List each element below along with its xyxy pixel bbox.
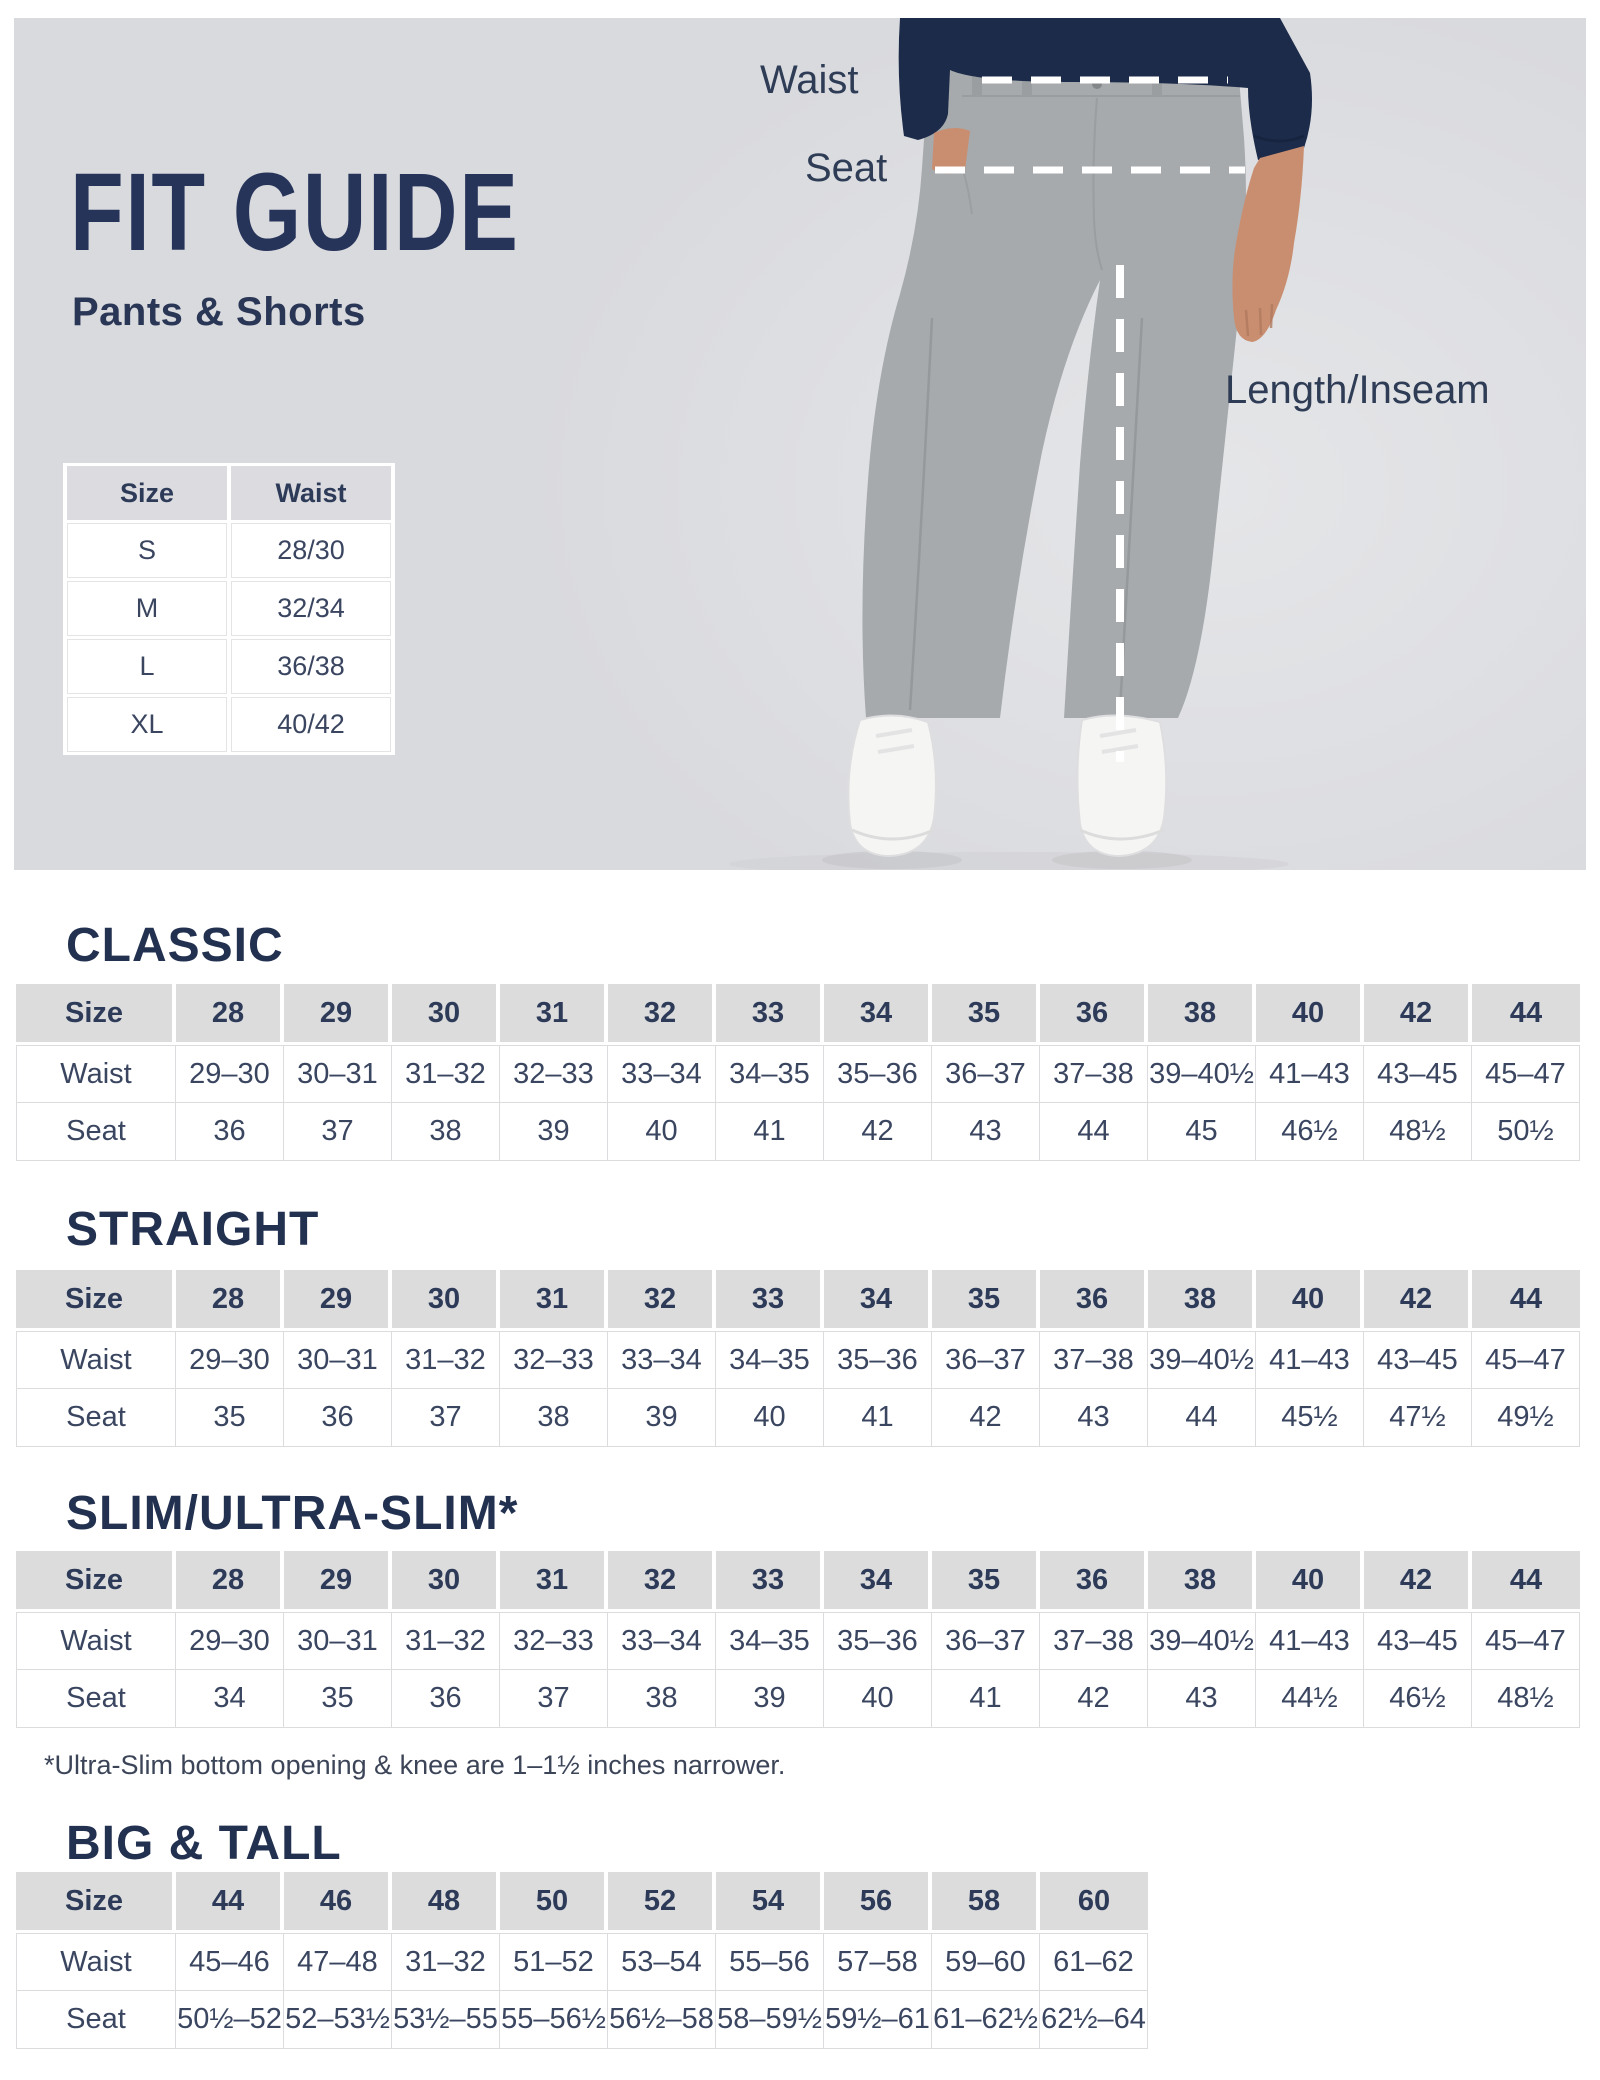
seat-cell: 45½	[1256, 1389, 1364, 1447]
seat-cell: 61–62½	[932, 1991, 1040, 2049]
row-label-cell: Size	[16, 1270, 176, 1328]
size-header-cell: 46	[284, 1872, 392, 1930]
row-label-cell: Seat	[16, 1991, 176, 2049]
size-header-cell: 60	[1040, 1872, 1148, 1930]
seat-cell: 41	[824, 1389, 932, 1447]
size-header-cell: 38	[1148, 1270, 1256, 1328]
section-heading-big-tall: BIG & TALL	[66, 1817, 342, 1870]
seat-cell: 38	[608, 1670, 716, 1728]
waist-cell: 32–33	[500, 1331, 608, 1389]
size-header-cell: 30	[392, 1270, 500, 1328]
size-header-cell: 28	[176, 1270, 284, 1328]
seat-cell: 42	[932, 1389, 1040, 1447]
seat-cell: 37	[500, 1670, 608, 1728]
mini-waist-cell: 40/42	[231, 697, 391, 752]
waist-cell: 37–38	[1040, 1612, 1148, 1670]
seat-cell: 48½	[1472, 1670, 1580, 1728]
seat-cell: 39	[500, 1103, 608, 1161]
row-label-cell: Waist	[16, 1612, 176, 1670]
seat-cell: 43	[932, 1103, 1040, 1161]
mini-size-cell: L	[67, 639, 227, 694]
size-header-cell: 36	[1040, 1551, 1148, 1609]
section-heading-classic: CLASSIC	[66, 919, 284, 972]
seat-cell: 41	[932, 1670, 1040, 1728]
waist-cell: 32–33	[500, 1612, 608, 1670]
size-header-cell: 56	[824, 1872, 932, 1930]
size-header-cell: 50	[500, 1872, 608, 1930]
hero-banner	[14, 18, 1586, 870]
seat-cell: 56½–58	[608, 1991, 716, 2049]
waist-cell: 45–47	[1472, 1331, 1580, 1389]
table-row	[16, 1389, 1580, 1447]
waist-measure-label: Waist	[760, 58, 859, 102]
size-header-cell: 42	[1364, 1270, 1472, 1328]
waist-cell: 29–30	[176, 1612, 284, 1670]
size-header-cell: 38	[1148, 1551, 1256, 1609]
table-row	[67, 639, 391, 694]
table-row	[16, 1045, 1580, 1103]
seat-cell: 45	[1148, 1103, 1256, 1161]
size-header-cell: 38	[1148, 984, 1256, 1042]
waist-cell: 37–38	[1040, 1331, 1148, 1389]
mini-header-size: Size	[67, 466, 227, 520]
seat-cell: 46½	[1364, 1670, 1472, 1728]
size-header-cell: 44	[1472, 984, 1580, 1042]
waist-cell: 31–32	[392, 1045, 500, 1103]
size-header-cell: 30	[392, 1551, 500, 1609]
size-header-cell: 48	[392, 1872, 500, 1930]
seat-cell: 44½	[1256, 1670, 1364, 1728]
table-row	[67, 581, 391, 636]
waist-cell: 35–36	[824, 1045, 932, 1103]
row-label-cell: Seat	[16, 1103, 176, 1161]
size-header-cell: 40	[1256, 1551, 1364, 1609]
seat-cell: 36	[176, 1103, 284, 1161]
waist-cell: 43–45	[1364, 1045, 1472, 1103]
mini-header-waist: Waist	[231, 466, 391, 520]
seat-cell: 38	[392, 1103, 500, 1161]
seat-cell: 52–53½	[284, 1991, 392, 2049]
size-header-cell: 44	[1472, 1551, 1580, 1609]
size-header-cell: 34	[824, 1551, 932, 1609]
mini-size-cell: XL	[67, 697, 227, 752]
size-header-cell: 35	[932, 1551, 1040, 1609]
waist-cell: 33–34	[608, 1331, 716, 1389]
seat-cell: 38	[500, 1389, 608, 1447]
ultra-slim-footnote: *Ultra-Slim bottom opening & knee are 1–1½ inches narrower.	[44, 1750, 786, 1780]
size-header-cell: 44	[1472, 1270, 1580, 1328]
seat-cell: 48½	[1364, 1103, 1472, 1161]
waist-cell: 31–32	[392, 1612, 500, 1670]
fit-table-slim	[16, 1551, 1580, 1728]
seat-cell: 47½	[1364, 1389, 1472, 1447]
waist-cell: 41–43	[1256, 1045, 1364, 1103]
waist-cell: 45–47	[1472, 1612, 1580, 1670]
size-header-cell: 28	[176, 984, 284, 1042]
size-header-cell: 32	[608, 1270, 716, 1328]
seat-cell: 40	[824, 1670, 932, 1728]
size-header-cell: 33	[716, 984, 824, 1042]
fit-table-big-tall	[16, 1872, 1148, 2049]
seat-cell: 36	[392, 1670, 500, 1728]
size-header-cell: 40	[1256, 984, 1364, 1042]
seat-cell: 49½	[1472, 1389, 1580, 1447]
size-header-cell: 35	[932, 984, 1040, 1042]
size-header-cell: 31	[500, 1270, 608, 1328]
seat-cell: 46½	[1256, 1103, 1364, 1161]
size-header-cell: 31	[500, 1551, 608, 1609]
waist-cell: 55–56	[716, 1933, 824, 1991]
waist-cell: 36–37	[932, 1331, 1040, 1389]
waist-cell: 57–58	[824, 1933, 932, 1991]
waist-cell: 47–48	[284, 1933, 392, 1991]
size-header-cell: 28	[176, 1551, 284, 1609]
waist-cell: 61–62	[1040, 1933, 1148, 1991]
waist-cell: 59–60	[932, 1933, 1040, 1991]
mini-size-cell: S	[67, 523, 227, 578]
waist-cell: 36–37	[932, 1612, 1040, 1670]
waist-cell: 53–54	[608, 1933, 716, 1991]
seat-cell: 37	[284, 1103, 392, 1161]
size-header-cell: 35	[932, 1270, 1040, 1328]
waist-cell: 32–33	[500, 1045, 608, 1103]
seat-cell: 42	[1040, 1670, 1148, 1728]
row-label-cell: Waist	[16, 1331, 176, 1389]
seat-cell: 40	[608, 1103, 716, 1161]
size-header-cell: 29	[284, 1270, 392, 1328]
waist-cell: 43–45	[1364, 1331, 1472, 1389]
size-header-cell: 32	[608, 984, 716, 1042]
table-row	[16, 1612, 1580, 1670]
size-header-cell: 29	[284, 1551, 392, 1609]
seat-cell: 62½–64	[1040, 1991, 1148, 2049]
mini-size-cell: M	[67, 581, 227, 636]
seat-cell: 39	[608, 1389, 716, 1447]
table-row	[67, 697, 391, 752]
size-header-cell: 42	[1364, 1551, 1472, 1609]
seat-cell: 41	[716, 1103, 824, 1161]
waist-cell: 29–30	[176, 1045, 284, 1103]
waist-cell: 29–30	[176, 1331, 284, 1389]
waist-cell: 30–31	[284, 1612, 392, 1670]
seat-cell: 42	[824, 1103, 932, 1161]
seat-cell: 34	[176, 1670, 284, 1728]
waist-cell: 33–34	[608, 1045, 716, 1103]
size-header-cell: 31	[500, 984, 608, 1042]
section-heading-slim: SLIM/ULTRA-SLIM*	[66, 1487, 519, 1540]
size-header-cell: 36	[1040, 984, 1148, 1042]
seat-measure-label: Seat	[805, 146, 888, 190]
row-label-cell: Seat	[16, 1389, 176, 1447]
waist-cell: 30–31	[284, 1331, 392, 1389]
waist-cell: 39–40½	[1148, 1612, 1256, 1670]
size-header-cell: 34	[824, 1270, 932, 1328]
hero-size-table	[63, 463, 395, 755]
waist-cell: 34–35	[716, 1045, 824, 1103]
size-header-cell: 40	[1256, 1270, 1364, 1328]
table-row	[16, 1991, 1148, 2049]
waist-cell: 51–52	[500, 1933, 608, 1991]
waist-cell: 45–46	[176, 1933, 284, 1991]
seat-cell: 59½–61	[824, 1991, 932, 2049]
waist-cell: 35–36	[824, 1331, 932, 1389]
row-label-cell: Waist	[16, 1933, 176, 1991]
waist-cell: 30–31	[284, 1045, 392, 1103]
row-label-cell: Seat	[16, 1670, 176, 1728]
waist-cell: 34–35	[716, 1331, 824, 1389]
seat-cell: 40	[716, 1389, 824, 1447]
table-row	[16, 1270, 1580, 1328]
section-heading-straight: STRAIGHT	[66, 1203, 320, 1256]
table-row	[16, 1551, 1580, 1609]
size-header-cell: 32	[608, 1551, 716, 1609]
page-subtitle: Pants & Shorts	[72, 290, 366, 334]
waist-cell: 45–47	[1472, 1045, 1580, 1103]
table-row	[16, 1103, 1580, 1161]
row-label-cell: Size	[16, 1551, 176, 1609]
table-row	[67, 523, 391, 578]
seat-cell: 43	[1148, 1670, 1256, 1728]
size-header-cell: 34	[824, 984, 932, 1042]
table-row	[16, 1331, 1580, 1389]
waist-cell: 37–38	[1040, 1045, 1148, 1103]
seat-cell: 55–56½	[500, 1991, 608, 2049]
seat-cell: 50½	[1472, 1103, 1580, 1161]
size-header-cell: 33	[716, 1270, 824, 1328]
size-header-cell: 54	[716, 1872, 824, 1930]
size-header-cell: 44	[176, 1872, 284, 1930]
size-header-cell: 29	[284, 984, 392, 1042]
length-inseam-measure-label: Length/Inseam	[1225, 368, 1490, 412]
seat-cell: 39	[716, 1670, 824, 1728]
seat-cell: 58–59½	[716, 1991, 824, 2049]
size-header-cell: 36	[1040, 1270, 1148, 1328]
waist-cell: 39–40½	[1148, 1045, 1256, 1103]
waist-cell: 31–32	[392, 1933, 500, 1991]
waist-cell: 33–34	[608, 1612, 716, 1670]
waist-cell: 43–45	[1364, 1612, 1472, 1670]
size-header-cell: 52	[608, 1872, 716, 1930]
fit-table-straight	[16, 1270, 1580, 1447]
waist-cell: 31–32	[392, 1331, 500, 1389]
seat-cell: 36	[284, 1389, 392, 1447]
size-header-cell: 58	[932, 1872, 1040, 1930]
mini-waist-cell: 36/38	[231, 639, 391, 694]
table-row	[16, 984, 1580, 1042]
waist-cell: 34–35	[716, 1612, 824, 1670]
waist-cell: 41–43	[1256, 1331, 1364, 1389]
size-header-cell: 42	[1364, 984, 1472, 1042]
size-header-cell: 33	[716, 1551, 824, 1609]
mini-waist-cell: 32/34	[231, 581, 391, 636]
table-row	[16, 1670, 1580, 1728]
row-label-cell: Waist	[16, 1045, 176, 1103]
page-title: FIT GUIDE	[70, 151, 520, 274]
seat-cell: 43	[1040, 1389, 1148, 1447]
mini-waist-cell: 28/30	[231, 523, 391, 578]
waist-cell: 41–43	[1256, 1612, 1364, 1670]
seat-cell: 35	[284, 1670, 392, 1728]
seat-cell: 37	[392, 1389, 500, 1447]
row-label-cell: Size	[16, 1872, 176, 1930]
waist-cell: 35–36	[824, 1612, 932, 1670]
fit-table-classic	[16, 984, 1580, 1161]
table-row	[16, 1933, 1148, 1991]
seat-cell: 50½–52	[176, 1991, 284, 2049]
row-label-cell: Size	[16, 984, 176, 1042]
size-header-cell: 30	[392, 984, 500, 1042]
seat-cell: 53½–55	[392, 1991, 500, 2049]
seat-cell: 44	[1148, 1389, 1256, 1447]
seat-cell: 44	[1040, 1103, 1148, 1161]
seat-cell: 35	[176, 1389, 284, 1447]
table-row	[16, 1872, 1148, 1930]
waist-cell: 39–40½	[1148, 1331, 1256, 1389]
waist-cell: 36–37	[932, 1045, 1040, 1103]
